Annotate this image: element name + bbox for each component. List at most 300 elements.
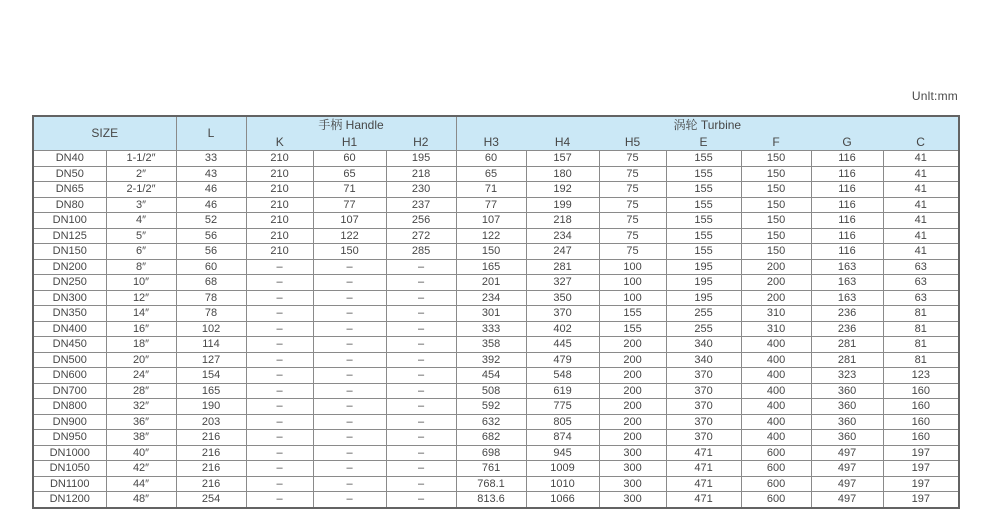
cell-c: 41	[883, 151, 959, 167]
cell-l: 165	[176, 383, 246, 399]
cell-inches: 5″	[106, 228, 176, 244]
cell-h3: 65	[456, 166, 526, 182]
cell-c: 160	[883, 430, 959, 446]
cell-e: 255	[666, 306, 741, 322]
cell-e: 370	[666, 399, 741, 415]
cell-h4: 1009	[526, 461, 599, 477]
cell-c: 63	[883, 275, 959, 291]
cell-dn: DN600	[33, 368, 106, 384]
cell-h4: 548	[526, 368, 599, 384]
cell-c: 81	[883, 321, 959, 337]
header-col-k: K	[246, 134, 313, 151]
cell-h3: 201	[456, 275, 526, 291]
cell-h4: 180	[526, 166, 599, 182]
table-row	[33, 352, 959, 368]
cell-l: 78	[176, 306, 246, 322]
cell-inches: 24″	[106, 368, 176, 384]
table-row	[33, 445, 959, 461]
cell-h2: –	[386, 476, 456, 492]
cell-h3: 358	[456, 337, 526, 353]
cell-h5: 300	[599, 476, 666, 492]
cell-h3: 333	[456, 321, 526, 337]
cell-h1: –	[313, 337, 386, 353]
cell-inches: 40″	[106, 445, 176, 461]
cell-f: 600	[741, 445, 811, 461]
cell-g: 116	[811, 166, 883, 182]
cell-f: 400	[741, 337, 811, 353]
cell-c: 41	[883, 244, 959, 260]
cell-h2: –	[386, 461, 456, 477]
cell-f: 150	[741, 213, 811, 229]
cell-h5: 75	[599, 213, 666, 229]
cell-k: 210	[246, 213, 313, 229]
cell-inches: 32″	[106, 399, 176, 415]
cell-l: 43	[176, 166, 246, 182]
cell-inches: 42″	[106, 461, 176, 477]
cell-f: 600	[741, 476, 811, 492]
cell-dn: DN150	[33, 244, 106, 260]
cell-h1: –	[313, 368, 386, 384]
cell-e: 155	[666, 228, 741, 244]
cell-c: 63	[883, 290, 959, 306]
cell-l: 46	[176, 197, 246, 213]
cell-g: 360	[811, 399, 883, 415]
cell-c: 197	[883, 492, 959, 508]
cell-e: 340	[666, 337, 741, 353]
cell-c: 197	[883, 476, 959, 492]
cell-f: 600	[741, 492, 811, 508]
cell-g: 323	[811, 368, 883, 384]
cell-h2: –	[386, 368, 456, 384]
cell-e: 471	[666, 461, 741, 477]
cell-h5: 75	[599, 182, 666, 198]
cell-inches: 2-1/2″	[106, 182, 176, 198]
cell-k: –	[246, 445, 313, 461]
cell-h4: 218	[526, 213, 599, 229]
cell-c: 41	[883, 228, 959, 244]
cell-l: 216	[176, 430, 246, 446]
cell-c: 123	[883, 368, 959, 384]
cell-c: 41	[883, 213, 959, 229]
header-col-h2: H2	[386, 134, 456, 151]
cell-c: 160	[883, 399, 959, 415]
cell-h2: –	[386, 275, 456, 291]
cell-dn: DN800	[33, 399, 106, 415]
cell-e: 471	[666, 492, 741, 508]
header-col-c: C	[883, 134, 959, 151]
cell-inches: 36″	[106, 414, 176, 430]
valve-dimensions-table	[32, 115, 960, 509]
table-header	[33, 116, 959, 151]
cell-e: 155	[666, 182, 741, 198]
header-col-f: F	[741, 134, 811, 151]
cell-h5: 300	[599, 445, 666, 461]
cell-g: 360	[811, 430, 883, 446]
unit-label: Unlt:mm	[911, 89, 958, 103]
cell-h5: 100	[599, 259, 666, 275]
cell-h2: 256	[386, 213, 456, 229]
table-row	[33, 383, 959, 399]
cell-f: 400	[741, 383, 811, 399]
cell-dn: DN1000	[33, 445, 106, 461]
cell-h3: 234	[456, 290, 526, 306]
table-row	[33, 275, 959, 291]
cell-h1: 77	[313, 197, 386, 213]
cell-e: 155	[666, 166, 741, 182]
cell-h2: –	[386, 337, 456, 353]
cell-f: 150	[741, 228, 811, 244]
cell-h5: 300	[599, 492, 666, 508]
cell-dn: DN900	[33, 414, 106, 430]
cell-l: 33	[176, 151, 246, 167]
cell-k: –	[246, 352, 313, 368]
cell-h1: –	[313, 290, 386, 306]
cell-h1: –	[313, 399, 386, 415]
cell-dn: DN1100	[33, 476, 106, 492]
table-row	[33, 337, 959, 353]
cell-h5: 200	[599, 399, 666, 415]
cell-h4: 805	[526, 414, 599, 430]
cell-h3: 682	[456, 430, 526, 446]
cell-l: 203	[176, 414, 246, 430]
cell-h2: 230	[386, 182, 456, 198]
cell-k: –	[246, 368, 313, 384]
cell-h1: –	[313, 461, 386, 477]
cell-e: 155	[666, 213, 741, 229]
cell-h1: –	[313, 321, 386, 337]
cell-g: 281	[811, 337, 883, 353]
cell-inches: 14″	[106, 306, 176, 322]
cell-h2: –	[386, 290, 456, 306]
cell-dn: DN80	[33, 197, 106, 213]
cell-h1: –	[313, 476, 386, 492]
cell-h3: 165	[456, 259, 526, 275]
cell-h5: 75	[599, 151, 666, 167]
cell-h4: 479	[526, 352, 599, 368]
cell-h5: 155	[599, 321, 666, 337]
cell-dn: DN700	[33, 383, 106, 399]
cell-h5: 100	[599, 275, 666, 291]
cell-l: 102	[176, 321, 246, 337]
cell-f: 600	[741, 461, 811, 477]
cell-h2: –	[386, 306, 456, 322]
cell-f: 400	[741, 399, 811, 415]
table-row	[33, 290, 959, 306]
table-row	[33, 368, 959, 384]
cell-dn: DN250	[33, 275, 106, 291]
cell-c: 160	[883, 414, 959, 430]
cell-f: 200	[741, 259, 811, 275]
cell-l: 56	[176, 244, 246, 260]
header-col-e: E	[666, 134, 741, 151]
cell-h2: –	[386, 445, 456, 461]
cell-g: 116	[811, 197, 883, 213]
cell-l: 127	[176, 352, 246, 368]
cell-h4: 234	[526, 228, 599, 244]
cell-h4: 370	[526, 306, 599, 322]
cell-k: 210	[246, 166, 313, 182]
cell-h2: 272	[386, 228, 456, 244]
cell-dn: DN1050	[33, 461, 106, 477]
cell-h3: 77	[456, 197, 526, 213]
cell-f: 310	[741, 306, 811, 322]
table-row	[33, 492, 959, 508]
cell-h4: 192	[526, 182, 599, 198]
cell-l: 78	[176, 290, 246, 306]
cell-h3: 150	[456, 244, 526, 260]
cell-c: 81	[883, 337, 959, 353]
table-row	[33, 306, 959, 322]
table-row	[33, 197, 959, 213]
cell-k: –	[246, 337, 313, 353]
cell-e: 195	[666, 290, 741, 306]
cell-h5: 300	[599, 461, 666, 477]
cell-inches: 16″	[106, 321, 176, 337]
cell-e: 340	[666, 352, 741, 368]
cell-h4: 350	[526, 290, 599, 306]
cell-h2: –	[386, 492, 456, 508]
table-row	[33, 399, 959, 415]
cell-h5: 200	[599, 352, 666, 368]
cell-h2: 237	[386, 197, 456, 213]
cell-k: –	[246, 492, 313, 508]
cell-g: 360	[811, 414, 883, 430]
header-col-h4: H4	[526, 134, 599, 151]
cell-k: –	[246, 290, 313, 306]
table-row	[33, 414, 959, 430]
cell-h4: 874	[526, 430, 599, 446]
cell-f: 400	[741, 414, 811, 430]
cell-h2: 285	[386, 244, 456, 260]
cell-inches: 20″	[106, 352, 176, 368]
header-turbine-group: 涡轮 Turbine	[456, 116, 959, 134]
cell-dn: DN50	[33, 166, 106, 182]
cell-c: 41	[883, 166, 959, 182]
cell-e: 195	[666, 259, 741, 275]
cell-c: 81	[883, 306, 959, 322]
cell-inches: 44″	[106, 476, 176, 492]
cell-dn: DN125	[33, 228, 106, 244]
table-row	[33, 166, 959, 182]
cell-inches: 4″	[106, 213, 176, 229]
cell-h3: 508	[456, 383, 526, 399]
cell-g: 497	[811, 445, 883, 461]
table-row	[33, 430, 959, 446]
cell-h1: –	[313, 445, 386, 461]
cell-h5: 200	[599, 430, 666, 446]
cell-g: 116	[811, 151, 883, 167]
cell-l: 216	[176, 461, 246, 477]
cell-h1: –	[313, 275, 386, 291]
cell-h2: 218	[386, 166, 456, 182]
cell-h4: 775	[526, 399, 599, 415]
cell-g: 163	[811, 275, 883, 291]
cell-f: 400	[741, 430, 811, 446]
cell-g: 497	[811, 492, 883, 508]
cell-dn: DN300	[33, 290, 106, 306]
cell-h4: 157	[526, 151, 599, 167]
header-col-g: G	[811, 134, 883, 151]
cell-h3: 768.1	[456, 476, 526, 492]
cell-h1: –	[313, 414, 386, 430]
cell-f: 310	[741, 321, 811, 337]
cell-h2: –	[386, 414, 456, 430]
cell-inches: 8″	[106, 259, 176, 275]
cell-h3: 592	[456, 399, 526, 415]
cell-inches: 2″	[106, 166, 176, 182]
cell-e: 370	[666, 414, 741, 430]
cell-e: 471	[666, 445, 741, 461]
cell-h2: –	[386, 321, 456, 337]
cell-e: 155	[666, 151, 741, 167]
cell-k: 210	[246, 228, 313, 244]
cell-g: 497	[811, 476, 883, 492]
table-row	[33, 259, 959, 275]
cell-inches: 3″	[106, 197, 176, 213]
header-col-h5: H5	[599, 134, 666, 151]
cell-f: 150	[741, 197, 811, 213]
cell-g: 236	[811, 321, 883, 337]
table-body	[33, 151, 959, 508]
cell-h5: 75	[599, 244, 666, 260]
cell-dn: DN450	[33, 337, 106, 353]
cell-c: 197	[883, 461, 959, 477]
cell-dn: DN40	[33, 151, 106, 167]
cell-g: 360	[811, 383, 883, 399]
cell-h5: 100	[599, 290, 666, 306]
cell-dn: DN100	[33, 213, 106, 229]
header-size: SIZE	[33, 116, 176, 151]
table-row	[33, 321, 959, 337]
cell-h3: 761	[456, 461, 526, 477]
header-group-row	[33, 116, 959, 134]
cell-inches: 48″	[106, 492, 176, 508]
table-row	[33, 476, 959, 492]
cell-l: 52	[176, 213, 246, 229]
cell-e: 195	[666, 275, 741, 291]
cell-h1: –	[313, 259, 386, 275]
cell-g: 163	[811, 259, 883, 275]
cell-k: –	[246, 383, 313, 399]
cell-l: 60	[176, 259, 246, 275]
table-row	[33, 228, 959, 244]
cell-inches: 28″	[106, 383, 176, 399]
cell-h4: 1010	[526, 476, 599, 492]
cell-l: 68	[176, 275, 246, 291]
cell-h4: 281	[526, 259, 599, 275]
cell-g: 281	[811, 352, 883, 368]
cell-h5: 155	[599, 306, 666, 322]
cell-c: 160	[883, 383, 959, 399]
cell-c: 41	[883, 197, 959, 213]
cell-l: 254	[176, 492, 246, 508]
table-row	[33, 182, 959, 198]
cell-k: –	[246, 461, 313, 477]
header-handle-group: 手柄 Handle	[246, 116, 456, 134]
cell-l: 56	[176, 228, 246, 244]
cell-h1: –	[313, 383, 386, 399]
cell-h4: 619	[526, 383, 599, 399]
cell-e: 471	[666, 476, 741, 492]
cell-l: 46	[176, 182, 246, 198]
cell-h3: 107	[456, 213, 526, 229]
cell-e: 255	[666, 321, 741, 337]
cell-h3: 632	[456, 414, 526, 430]
cell-dn: DN500	[33, 352, 106, 368]
cell-k: 210	[246, 197, 313, 213]
cell-h1: 65	[313, 166, 386, 182]
cell-h4: 199	[526, 197, 599, 213]
cell-h5: 200	[599, 337, 666, 353]
cell-dn: DN200	[33, 259, 106, 275]
cell-k: 210	[246, 182, 313, 198]
header-col-h1: H1	[313, 134, 386, 151]
cell-c: 81	[883, 352, 959, 368]
cell-f: 400	[741, 352, 811, 368]
cell-h5: 75	[599, 228, 666, 244]
cell-inches: 6″	[106, 244, 176, 260]
cell-inches: 12″	[106, 290, 176, 306]
cell-k: –	[246, 275, 313, 291]
cell-h4: 247	[526, 244, 599, 260]
cell-h1: –	[313, 306, 386, 322]
cell-dn: DN1200	[33, 492, 106, 508]
cell-h3: 698	[456, 445, 526, 461]
cell-k: 210	[246, 244, 313, 260]
cell-h1: –	[313, 352, 386, 368]
cell-h3: 301	[456, 306, 526, 322]
cell-f: 150	[741, 182, 811, 198]
cell-g: 116	[811, 244, 883, 260]
cell-k: –	[246, 414, 313, 430]
cell-h4: 327	[526, 275, 599, 291]
cell-h4: 1066	[526, 492, 599, 508]
cell-g: 116	[811, 182, 883, 198]
cell-dn: DN65	[33, 182, 106, 198]
cell-e: 155	[666, 197, 741, 213]
cell-h2: –	[386, 352, 456, 368]
cell-k: –	[246, 399, 313, 415]
cell-h3: 60	[456, 151, 526, 167]
cell-k: 210	[246, 151, 313, 167]
cell-k: –	[246, 259, 313, 275]
cell-c: 197	[883, 445, 959, 461]
cell-h2: –	[386, 399, 456, 415]
cell-h1: 107	[313, 213, 386, 229]
cell-l: 114	[176, 337, 246, 353]
cell-h2: –	[386, 383, 456, 399]
table-row	[33, 151, 959, 167]
cell-h4: 445	[526, 337, 599, 353]
cell-h2: –	[386, 430, 456, 446]
cell-h3: 71	[456, 182, 526, 198]
cell-e: 370	[666, 368, 741, 384]
cell-k: –	[246, 321, 313, 337]
cell-dn: DN350	[33, 306, 106, 322]
cell-h1: 122	[313, 228, 386, 244]
cell-g: 236	[811, 306, 883, 322]
cell-h5: 200	[599, 414, 666, 430]
cell-g: 116	[811, 213, 883, 229]
cell-g: 497	[811, 461, 883, 477]
cell-inches: 10″	[106, 275, 176, 291]
cell-h5: 75	[599, 166, 666, 182]
cell-h5: 75	[599, 197, 666, 213]
cell-g: 163	[811, 290, 883, 306]
cell-e: 370	[666, 430, 741, 446]
cell-c: 41	[883, 182, 959, 198]
cell-l: 190	[176, 399, 246, 415]
